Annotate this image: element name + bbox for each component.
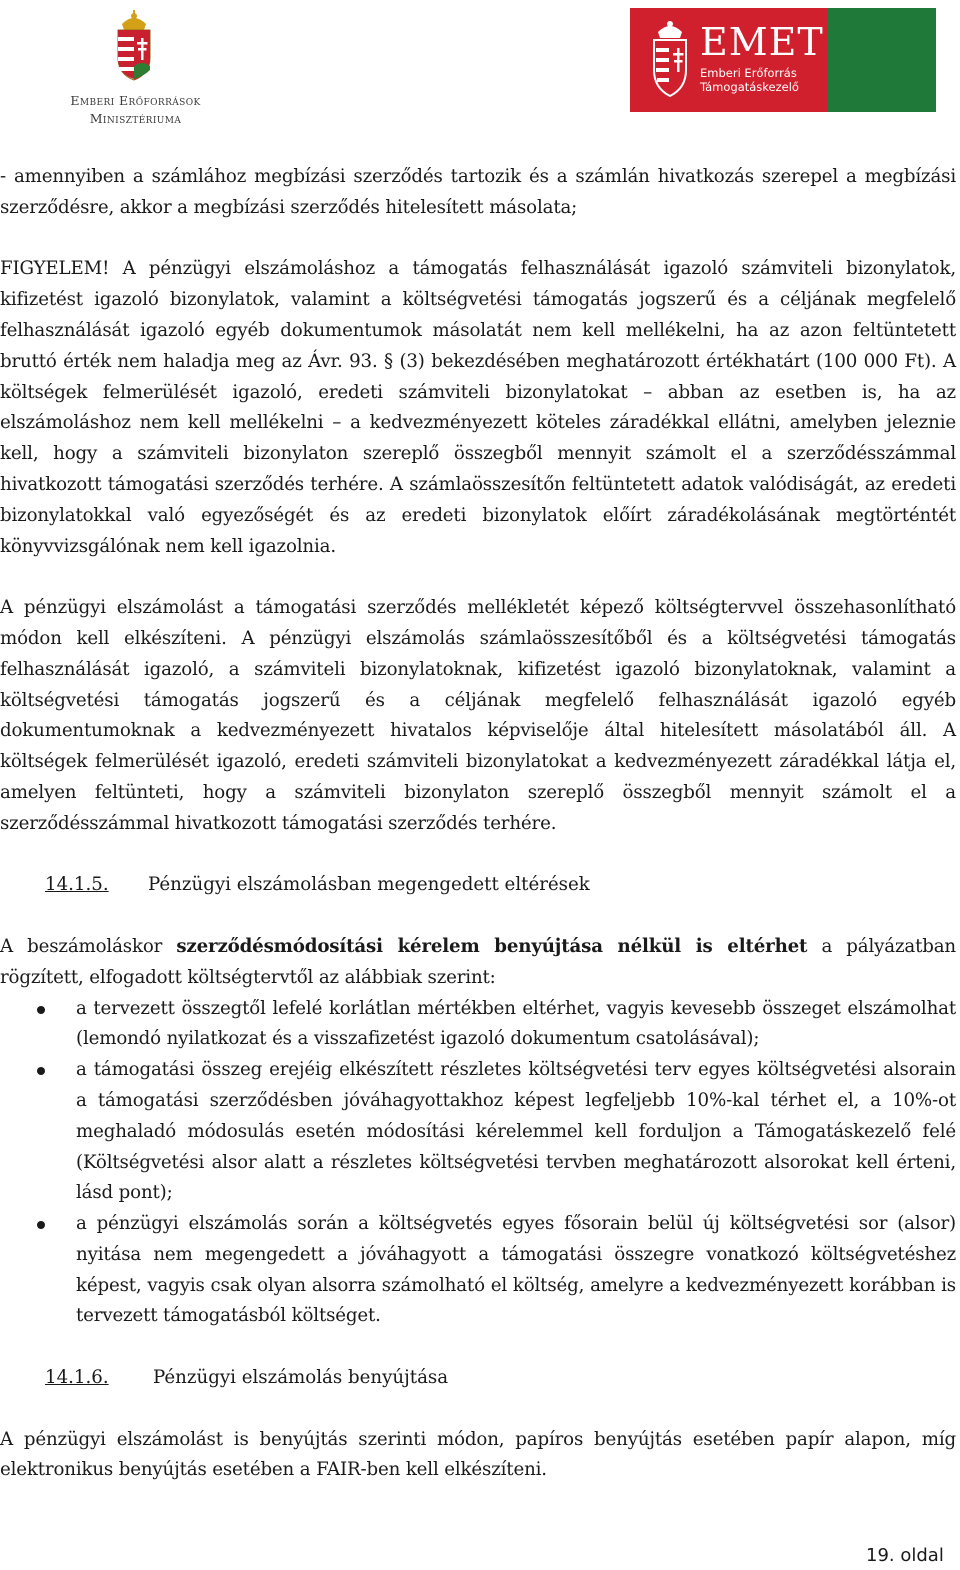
document-body bbox=[0, 162, 956, 1486]
emmi-logo-text bbox=[48, 92, 223, 128]
paragraph-attention: FIGYELEM! A pénzügyi elszámoláshoz a támogatás felhasználását igazoló számviteli bizonylatok, kifizetést igazoló bizonylatok, valamint a költségvetési támogatás jogszerű és a céljának megfelelő felhasználását igazoló egyéb dokumentumok másolatát nem kell mellékelni, ha az azon feltüntetett bruttó érték nem haladja meg az Ávr. 93. § (3) bekezdésében meghatározott értékhatárt (100 000 Ft). A költségek felmerülését igazoló, eredeti számviteli bizonylatokat – abban az esetben is, ha az elszámoláshoz nem kell mellékelni – a kedvezményezett köteles záradékkal ellátni, amelyben jeleznie kell, hogy a számviteli bizonylaton szereplő összegből mennyit számolt el a szerződésszámmal hivatkozott támogatási szerződés terhére. A számlaösszesítőn feltüntetett adatok valódiságát, az eredeti bizonylatokkal való egyezőségét és az eredeti bizonylatok előírt záradékolásának megtörténtét könyvvizsgálónak nem kell igazolnia. bbox=[0, 258, 956, 557]
deviation-list bbox=[0, 994, 956, 1333]
emet-logo-title: EMET bbox=[700, 20, 824, 64]
emmi-logo-line2: Minisztériuma bbox=[89, 111, 182, 126]
section-title: Pénzügyi elszámolásban megengedett eltérések bbox=[148, 874, 590, 896]
paragraph-financial-settlement: A pénzügyi elszámolást a támogatási szerződés mellékletét képező költségtervvel összehasonlítható módon kell elkészíteni. A pénzügyi elszámolás számlaösszesítőből és a költségvetési támogatás felhasználását igazoló, a számviteli bizonylatoknak, kifizetést igazoló bizonylatoknak, valamint a költségvetési támogatás jogszerű és a céljának megfelelő felhasználását igazoló egyéb dokumentumoknak a kedvezményezett hivatalos képviselője által hitelesített másolatából áll. A költségek felmerülését igazoló, eredeti számviteli bizonylatokat a kedvezményezett záradékkal látja el, amelyen feltünteti, hogy a számviteli bizonylaton szereplő összegből mennyit számolt el a szerződésszámmal hivatkozott támogatási szerződés terhére. bbox=[0, 597, 956, 834]
list-item-text: a támogatási összeg erejéig elkészített részletes költségvetési terv egyes költségvetési alsorain a támogatási szerződésben jóváhagyottakhoz képest legfeljebb 10%-kal térhet el, a 10%-ot meghaladó módosulás esetén módosítási kérelemmel kell forduljon a Támogatáskezelő felé (Költségvetési alsor alatt a részletes költségvetési tervben meghatározott alsorokat kell érteni, lásd pont); bbox=[76, 1059, 956, 1204]
paragraph-deviation-intro bbox=[0, 932, 956, 994]
list-item-text: a pénzügyi elszámolás során a költségvetés egyes fősorain belül új költségvetési sor (alsor) nyitása nem megengedett a jóváhagyott a támogatási összegre vonatkozó költségvetéshez képest, vagyis csak olyan alsorra számolható el költség, amelyre a kedvezményezett korábban is tervezett támogatásból költséget. bbox=[76, 1213, 956, 1327]
paragraph-certified-copy: - amennyiben a számlához megbízási szerződés tartozik és a számlán hivatkozás szerepel a megbízási szerződésre, akkor a megbízási szerződés hitelesített másolata; bbox=[0, 166, 956, 218]
list-item-text: a tervezett összegtől lefelé korlátlan mértékben eltérhet, vagyis kevesebb összeget elszámolhat (lemondó nyilatkozat és a visszafizetést igazoló dokumentum csatolásával); bbox=[76, 997, 956, 1050]
paragraph-submission: A pénzügyi elszámolást is benyújtás szerinti módon, papíros benyújtás esetében papír alapon, míg elektronikus benyújtás esetében a FAIR-ben kell elkészíteni. bbox=[0, 1428, 956, 1481]
list-item bbox=[0, 1055, 956, 1209]
page-number: 19. oldal bbox=[866, 1545, 944, 1566]
section-heading-14-1-5 bbox=[0, 870, 956, 901]
section-title: Pénzügyi elszámolás benyújtása bbox=[153, 1367, 449, 1389]
section-heading-14-1-6 bbox=[0, 1363, 956, 1394]
hungarian-coat-of-arms-icon bbox=[112, 10, 156, 82]
list-item bbox=[0, 994, 956, 1056]
page-header bbox=[0, 0, 960, 140]
section-number: 14.1.6. bbox=[45, 1367, 109, 1389]
emet-sub-line2: Támogatáskezelő bbox=[700, 80, 799, 94]
emet-logo-green-block bbox=[827, 8, 936, 112]
deviation-intro-post: a pályázatban rögzített, elfogadott költségtervtől az alábbiak szerint: bbox=[0, 935, 956, 988]
emet-sub-line1: Emberi Erőforrás bbox=[700, 66, 797, 80]
bullet-icon bbox=[37, 1221, 45, 1229]
emet-coat-of-arms-icon bbox=[648, 18, 692, 100]
section-number: 14.1.5. bbox=[45, 874, 109, 896]
deviation-intro-pre: A beszámoláskor bbox=[0, 935, 177, 957]
emet-logo-red-block bbox=[630, 8, 827, 112]
emet-logo-subtitle bbox=[700, 66, 799, 94]
deviation-intro-bold: szerződésmódosítási kérelem benyújtása nélkül is eltérhet bbox=[176, 935, 808, 957]
bullet-icon bbox=[37, 1006, 45, 1014]
bullet-icon bbox=[37, 1067, 45, 1075]
emet-logo bbox=[630, 8, 936, 112]
emmi-logo-line1: Emberi Erőforrások bbox=[70, 93, 201, 108]
list-item bbox=[0, 1209, 956, 1332]
emmi-logo bbox=[48, 10, 223, 130]
